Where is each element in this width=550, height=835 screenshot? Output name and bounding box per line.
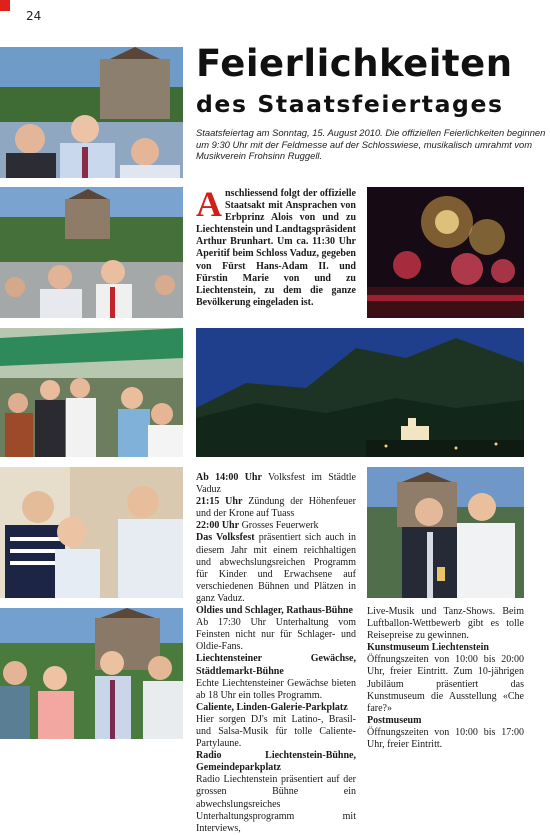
photo-guests-tent (0, 328, 183, 457)
photo-two-men-drinks (367, 467, 524, 598)
program-line-2 (196, 496, 356, 520)
program-line-1 (196, 472, 356, 496)
section-head: Das Volksfest (196, 532, 255, 544)
section-text: Öffnungszeiten von 10:00 bis 20:00 Uhr, freier Eintritt. Zum 10-jährigen Jubiläum präsentiert das Kunstmuseum die Ausstellung «Che fare?» (367, 654, 524, 714)
section-text: Echte Liechtensteiner Gewächse bieten ab 18 Uhr ein tolles Programm. (196, 677, 356, 701)
section-head: Postmuseum (367, 714, 422, 726)
section-text: Hier sorgen DJ's mit Latino-, Brasil- und Salsa-Musik für tolle Caliente-Partylaune. (196, 713, 356, 750)
section-head: Radio Liechtenstein-Bühne, Gemeindeparkplatz (196, 750, 356, 774)
program-text: Volksfest im Städtle Vaduz (196, 472, 356, 496)
time-label: Ab 14:00 Uhr (196, 472, 262, 483)
section-head: Kunstmuseum Liechtenstein (367, 642, 489, 654)
headline-line-1: Feierlichkeiten (196, 42, 513, 85)
time-label: 21:15 Uhr (196, 496, 243, 508)
photo-group-castle (0, 608, 183, 739)
drop-cap: A (196, 184, 222, 224)
program-column-2 (367, 606, 524, 751)
section-head: Caliente, Linden-Galerie-Parkplatz (196, 701, 348, 713)
photo-crowd-castle (0, 187, 183, 318)
section-text: Öffnungszeiten von 10:00 bis 17:00 Uhr, freier Eintritt. (367, 726, 524, 751)
program-text: Grosses Feuerwerk (239, 520, 319, 532)
photo-laughing-men (0, 467, 183, 598)
volksfest-paragraph (196, 532, 356, 605)
page-color-bar (0, 0, 10, 11)
headline-line-2: des Staatsfeiertages (196, 90, 504, 118)
program-text: Zündung der Höhenfeuer und der Krone auf Tuass (196, 496, 356, 520)
section-text: präsentiert sich auch in diesem Jahr mit einem reichhaltigen und abwechslungsreichen Programm für Kinder und Erwachsene auf verschiedenen Bühnen und Plätzen in ganz Vaduz. (196, 532, 356, 604)
intro-text: Staatsfeiertag am Sonntag, 15. August 2010. Die offiziellen Feierlichkeiten beginnen um 9:30 Uhr mit der Feldmesse auf der Schlosswiese, musikalisch umrahmt vom Musikverein Frohsinn Ruggell. (196, 127, 546, 161)
program-line-3 (196, 520, 356, 532)
page-number: 24 (26, 9, 42, 23)
lead-paragraph (196, 184, 356, 309)
time-label: 22:00 Uhr (196, 520, 240, 532)
photo-castle-night (196, 328, 524, 457)
program-column-1 (196, 472, 356, 835)
section-head: Oldies und Schlager, Rathaus-Bühne (196, 605, 353, 617)
section-text: Live-Musik und Tanz-Shows. Beim Luftballon-Wettbewerb gibt es tolle Reisepreise zu gewinnen. (367, 606, 524, 642)
photo-fireworks (367, 187, 524, 318)
section-text: Ab 17:30 Uhr Unterhaltung vom Feinsten nicht nur für Schlager- und Oldie-Fans. (196, 617, 356, 653)
section-text: Radio Liechtenstein präsentiert auf der grossen Bühne ein abwechslungsreiches Unterhaltungsprogramm mit Interviews, (196, 774, 356, 834)
photo-officials-castle (0, 47, 183, 178)
lead-text: nschliessend folgt der offizielle Staatsakt mit Ansprachen von Erbprinz Alois von und zu Liechtenstein und Landtagspräsident Arthur Brunhart. Um ca. 11:30 Uhr Aperitif beim Schloss Vaduz, gegeben von Fürst Hans-Adam II. und Fürstin Marie von und zu Liechtenstein, zu dem die ganze Bevölkerung eingeladen ist. (196, 188, 356, 308)
section-head: Liechtensteiner Gewächse, Städtlemarkt-Bühne (196, 653, 356, 677)
